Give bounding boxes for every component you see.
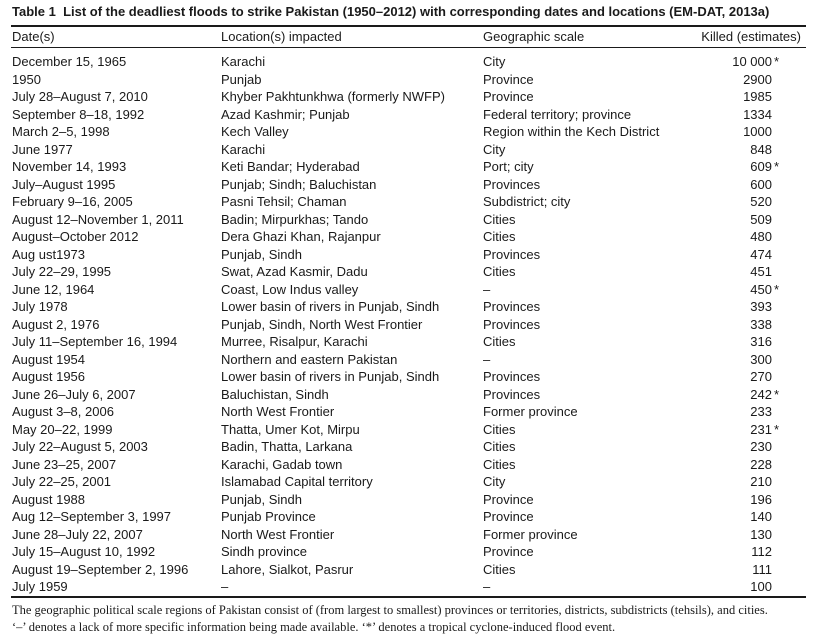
cell-date: June 28–July 22, 2007 — [12, 526, 143, 542]
table-row — [0, 88, 816, 106]
cell-date: September 8–18, 1992 — [12, 106, 145, 122]
cell-location: Coast, Low Indus valley — [221, 281, 359, 297]
cell-killed: 1000 — [743, 124, 772, 139]
cell-scale: Provinces — [483, 369, 541, 384]
cell-killed: 100 — [750, 579, 772, 594]
cell-location: Karachi — [221, 141, 266, 157]
cell-killed: 10 000 — [732, 54, 772, 69]
cell-killed: 509 — [750, 211, 772, 227]
cyclone-marker: * — [774, 159, 780, 174]
cell-scale: Cities — [483, 334, 516, 349]
cell-location: Karachi — [221, 54, 266, 69]
table-row — [0, 106, 816, 124]
cell-location: North West Frontier — [221, 526, 335, 542]
cell-killed: 228 — [750, 456, 772, 472]
table-row — [0, 351, 816, 369]
cell-location: Dera Ghazi Khan, Rajanpur — [221, 229, 381, 244]
cell-location: Punjab — [221, 71, 262, 87]
cell-location: Azad Kashmir; Punjab — [221, 106, 350, 122]
cell-scale: Province — [483, 544, 534, 559]
cell-location: North West Frontier — [221, 404, 335, 419]
cell-location: Sindh province — [221, 544, 307, 559]
cyclone-marker: * — [774, 386, 780, 402]
header-rule — [11, 47, 806, 48]
cell-location: Punjab, Sindh — [221, 246, 302, 262]
cell-scale: Cities — [483, 264, 516, 279]
table-row — [0, 543, 816, 561]
cell-killed: 480 — [750, 229, 772, 244]
cell-date: July–August 1995 — [12, 176, 116, 192]
cell-date: August 1954 — [12, 351, 86, 367]
cell-killed: 270 — [750, 369, 772, 384]
cell-killed: 1334 — [743, 106, 772, 122]
table-row — [0, 298, 816, 316]
table-row — [0, 176, 816, 194]
cell-date: June 12, 1964 — [12, 281, 95, 297]
cell-date: July 1959 — [12, 579, 68, 594]
cell-location: Punjab, Sindh — [221, 491, 302, 507]
cyclone-marker: * — [774, 54, 780, 69]
cell-killed: 1985 — [743, 89, 772, 104]
cell-location: Lower basin of rivers in Punjab, Sindh — [221, 369, 440, 384]
cell-date: August 2, 1976 — [12, 316, 100, 332]
table-caption — [12, 4, 812, 22]
cell-killed: 111 — [752, 561, 772, 577]
cell-scale: Cities — [483, 211, 516, 227]
cell-killed: 451 — [750, 264, 772, 279]
table-row — [0, 333, 816, 351]
cell-location: Lower basin of rivers in Punjab, Sindh — [221, 299, 440, 314]
cell-scale: – — [483, 281, 491, 297]
table-row — [0, 158, 816, 176]
cell-location: Punjab Province — [221, 509, 316, 524]
table-row — [0, 403, 816, 421]
cell-killed: 140 — [750, 509, 772, 524]
cell-killed: 338 — [750, 316, 772, 332]
cell-scale: – — [483, 579, 491, 594]
cell-killed: 316 — [750, 334, 772, 349]
cell-date: May 20–22, 1999 — [12, 421, 113, 437]
header-killed: Killed (estimates) — [701, 29, 801, 44]
cell-date: February 9–16, 2005 — [12, 194, 133, 209]
table-row — [0, 228, 816, 246]
table-footnote — [12, 602, 812, 636]
cell-scale: Cities — [483, 229, 516, 244]
table-row — [0, 386, 816, 404]
cell-location: – — [221, 579, 229, 594]
table-row — [0, 368, 816, 386]
cell-date: 1950 — [12, 71, 41, 87]
cell-date: Aug 12–September 3, 1997 — [12, 509, 172, 524]
top-rule — [11, 25, 806, 27]
cell-location: Islamabad Capital territory — [221, 474, 373, 489]
table-row — [0, 53, 816, 71]
cell-killed: 231 — [750, 421, 772, 437]
cell-location: Thatta, Umer Kot, Mirpu — [221, 421, 360, 437]
cell-date: July 15–August 10, 1992 — [12, 544, 156, 559]
header-scale: Geographic scale — [483, 29, 585, 44]
cell-location: Northern and eastern Pakistan — [221, 351, 398, 367]
cell-killed: 300 — [750, 351, 772, 367]
cell-date: July 22–August 5, 2003 — [12, 439, 148, 454]
cell-scale: Provinces — [483, 176, 541, 192]
table-row — [0, 71, 816, 89]
cell-scale: Cities — [483, 456, 516, 472]
cell-date: July 22–25, 2001 — [12, 474, 112, 489]
cell-scale: Provinces — [483, 316, 541, 332]
cell-location: Kech Valley — [221, 124, 289, 139]
header-location: Location(s) impacted — [221, 29, 342, 44]
table-row — [0, 526, 816, 544]
cell-killed: 233 — [750, 404, 772, 419]
table-body — [0, 53, 816, 596]
cell-scale: Province — [483, 491, 534, 507]
cell-killed: 2900 — [743, 71, 772, 87]
cell-scale: Subdistrict; city — [483, 194, 571, 209]
table-row — [0, 141, 816, 159]
cell-date: August 3–8, 2006 — [12, 404, 114, 419]
cell-date: November 14, 1993 — [12, 159, 127, 174]
table-row — [0, 491, 816, 509]
cell-scale: City — [483, 141, 506, 157]
cell-killed: 393 — [750, 299, 772, 314]
cell-scale: Province — [483, 71, 534, 87]
cell-killed: 130 — [750, 526, 772, 542]
cell-killed: 600 — [750, 176, 772, 192]
footnote-line-2: ‘–’ denotes a lack of more specific information being made available. ‘*’ denotes a tropical cyclone-induced flood event. — [12, 620, 616, 634]
cell-date: June 26–July 6, 2007 — [12, 386, 136, 402]
cell-date: March 2–5, 1998 — [12, 124, 110, 139]
table-row — [0, 123, 816, 141]
header-date: Date(s) — [12, 29, 55, 44]
cell-scale: Province — [483, 509, 534, 524]
cell-location: Baluchistan, Sindh — [221, 386, 329, 402]
cell-date: August 1988 — [12, 491, 86, 507]
cell-location: Lahore, Sialkot, Pasrur — [221, 561, 354, 577]
cell-date: June 1977 — [12, 141, 73, 157]
cell-scale: Federal territory; province — [483, 106, 632, 122]
table-row — [0, 456, 816, 474]
cell-killed: 450 — [750, 281, 772, 297]
cell-date: June 23–25, 2007 — [12, 456, 117, 472]
cell-scale: – — [483, 351, 491, 367]
cell-scale: Cities — [483, 439, 516, 454]
caption-text: List of the deadliest floods to strike Pakistan (1950–2012) with corresponding dates and locations (EM-DAT, 2013a) — [63, 4, 770, 19]
cell-scale: Former province — [483, 404, 578, 419]
cell-killed: 609 — [750, 159, 772, 174]
cell-location: Badin, Thatta, Larkana — [221, 439, 353, 454]
cell-scale: Cities — [483, 421, 516, 437]
cell-location: Karachi, Gadab town — [221, 456, 343, 472]
cell-killed: 242 — [750, 386, 772, 402]
cell-location: Khyber Pakhtunkhwa (formerly NWFP) — [221, 89, 445, 104]
cell-location: Punjab, Sindh, North West Frontier — [221, 316, 423, 332]
cell-date: July 22–29, 1995 — [12, 264, 112, 279]
cell-date: August 12–November 1, 2011 — [12, 211, 184, 227]
table-row — [0, 211, 816, 229]
table-row — [0, 263, 816, 281]
cell-killed: 848 — [750, 141, 772, 157]
cell-killed: 520 — [750, 194, 772, 209]
cell-date: August 1956 — [12, 369, 86, 384]
cell-location: Swat, Azad Kasmir, Dadu — [221, 264, 368, 279]
cell-date: August–October 2012 — [12, 229, 139, 244]
table-row — [0, 473, 816, 491]
bottom-rule — [11, 596, 806, 598]
cyclone-marker: * — [774, 281, 780, 297]
cell-date: Aug ust1973 — [12, 246, 86, 262]
table-row — [0, 508, 816, 526]
cell-scale: Port; city — [483, 159, 534, 174]
cell-date: July 11–September 16, 1994 — [12, 334, 178, 349]
cell-date: July 1978 — [12, 299, 68, 314]
table-row — [0, 316, 816, 334]
cell-location: Keti Bandar; Hyderabad — [221, 159, 360, 174]
table-row — [0, 281, 816, 299]
cell-location: Pasni Tehsil; Chaman — [221, 194, 347, 209]
table-row — [0, 561, 816, 579]
cell-killed: 196 — [750, 491, 772, 507]
table-row — [0, 193, 816, 211]
cell-scale: City — [483, 474, 506, 489]
table-row — [0, 438, 816, 456]
cell-scale: Province — [483, 89, 534, 104]
cell-scale: Provinces — [483, 246, 541, 262]
cell-date: August 19–September 2, 1996 — [12, 561, 189, 577]
cell-scale: Former province — [483, 526, 578, 542]
cell-killed: 112 — [751, 544, 772, 559]
cell-date: July 28–August 7, 2010 — [12, 89, 148, 104]
cell-killed: 474 — [750, 246, 772, 262]
cyclone-marker: * — [774, 421, 780, 437]
footnote-line-1: The geographic political scale regions of Pakistan consist of (from largest to smallest) provinces or territories, districts, subdistricts (tehsils), and cities. — [12, 603, 768, 617]
cell-location: Murree, Risalpur, Karachi — [221, 334, 368, 349]
cell-scale: Cities — [483, 561, 516, 577]
cell-scale: Region within the Kech District — [483, 124, 660, 139]
cell-scale: City — [483, 54, 506, 69]
table-row — [0, 246, 816, 264]
cell-scale: Provinces — [483, 386, 541, 402]
cell-killed: 210 — [750, 474, 772, 489]
table-row — [0, 421, 816, 439]
cell-location: Badin; Mirpurkhas; Tando — [221, 211, 369, 227]
caption-label: Table 1 — [12, 4, 56, 19]
cell-scale: Provinces — [483, 299, 541, 314]
table-row — [0, 578, 816, 596]
cell-location: Punjab; Sindh; Baluchistan — [221, 176, 377, 192]
cell-date: December 15, 1965 — [12, 54, 127, 69]
cell-killed: 230 — [750, 439, 772, 454]
